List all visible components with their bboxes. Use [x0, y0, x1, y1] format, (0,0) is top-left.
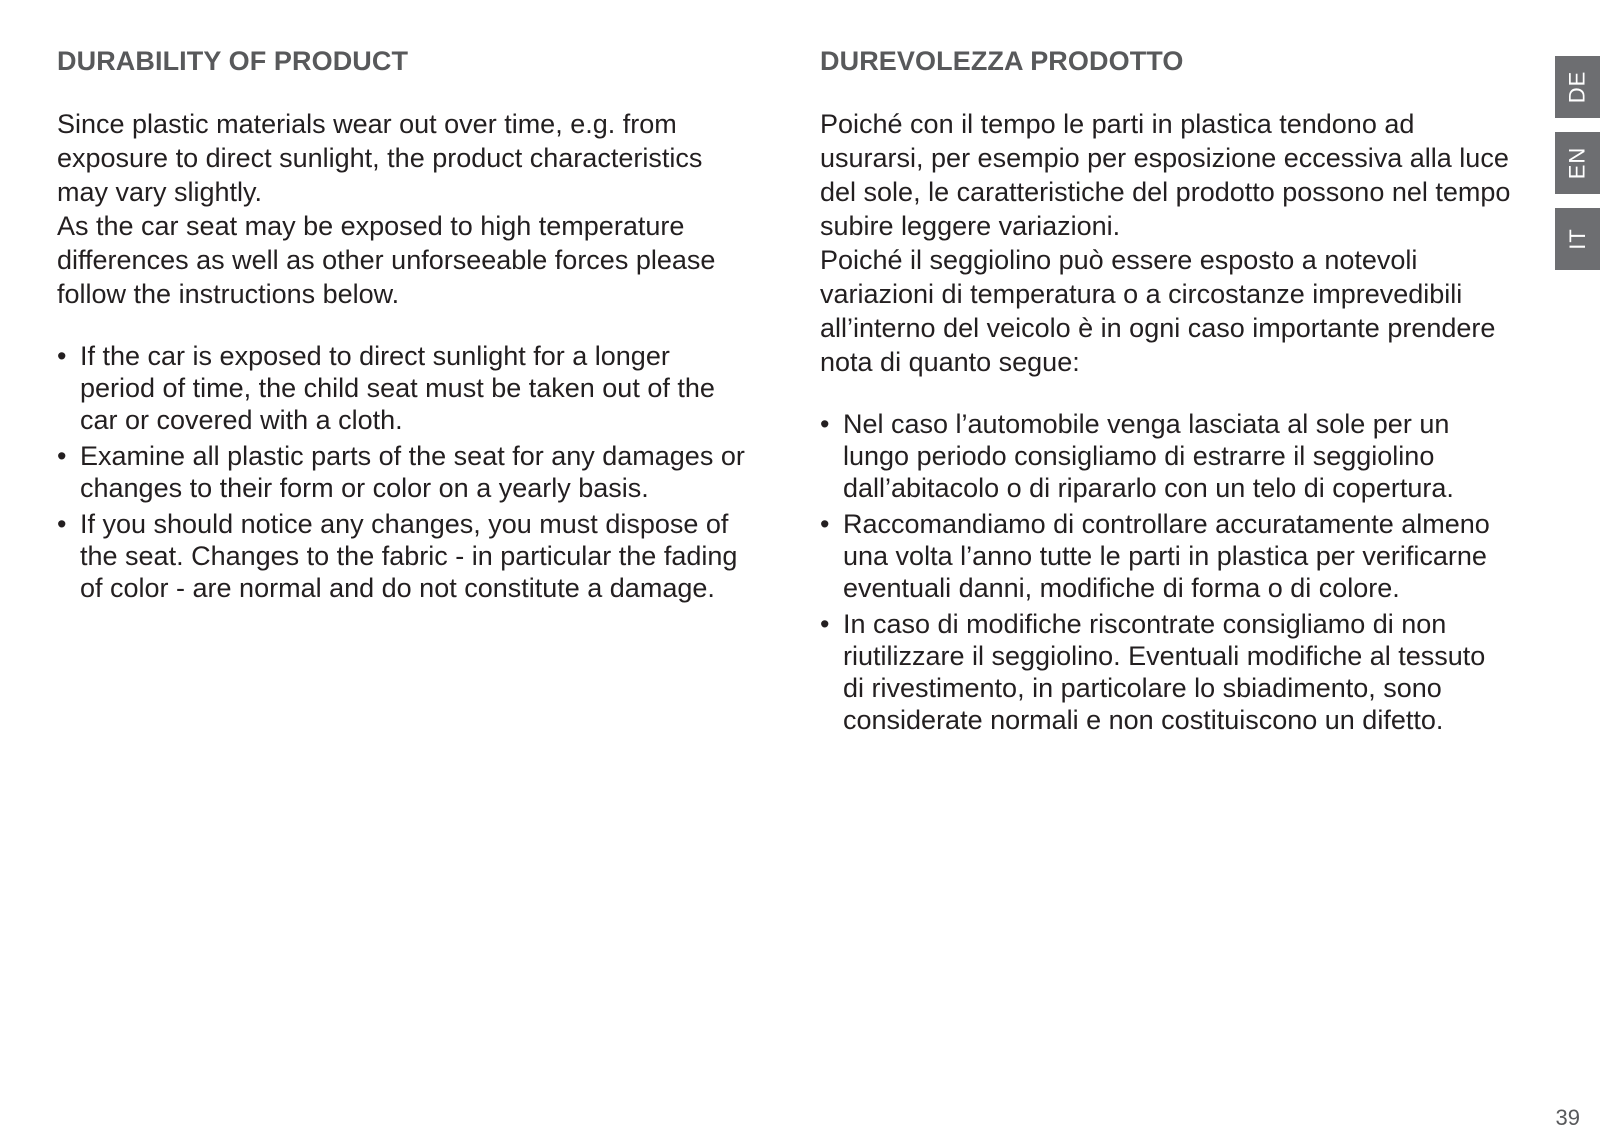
- bullet-line: Raccomandiamo di controllare accuratamente almeno: [843, 509, 1490, 539]
- bullet-line: una volta l’anno tutte le parti in plastica per verificarne: [843, 541, 1487, 571]
- italian-bullet-item: [820, 608, 1550, 736]
- language-tab-de: [1555, 56, 1600, 118]
- english-column: [57, 44, 787, 608]
- english-bullet-item: [57, 508, 787, 604]
- language-tab-it: [1555, 208, 1600, 270]
- bullet-line: of color - are normal and do not constitute a damage.: [80, 573, 715, 603]
- bullet-line: lungo periodo consigliamo di estrarre il seggiolino: [843, 441, 1435, 471]
- italian-intro-line: del sole, le caratteristiche del prodotto possono nel tempo: [820, 177, 1511, 207]
- english-bullet-item: [57, 340, 787, 436]
- language-tab-label: DE: [1564, 70, 1590, 104]
- bullet-line: If the car is exposed to direct sunlight for a longer: [80, 341, 670, 371]
- bullet-marker: •: [57, 441, 67, 471]
- bullet-line: eventuali danni, modifiche di forma o di colore.: [843, 573, 1400, 603]
- language-tab-label: IT: [1564, 228, 1590, 250]
- bullet-line: car or covered with a cloth.: [80, 405, 403, 435]
- bullet-line: dall’abitacolo o di ripararlo con un telo di copertura.: [843, 473, 1454, 503]
- bullet-marker: •: [820, 509, 830, 539]
- italian-intro-line: variazioni di temperatura o a circostanze imprevedibili: [820, 279, 1463, 309]
- language-tab-label: EN: [1564, 146, 1590, 180]
- bullet-line: the seat. Changes to the fabric - in particular the fading: [80, 541, 738, 571]
- bullet-line: period of time, the child seat must be taken out of the: [80, 373, 715, 403]
- english-intro-line: As the car seat may be exposed to high temperature: [57, 211, 685, 241]
- bullet-line: In caso di modifiche riscontrate consigliamo di non: [843, 609, 1447, 639]
- italian-bullet-list: [820, 408, 1550, 736]
- bullet-line: If you should notice any changes, you must dispose of: [80, 509, 729, 539]
- bullet-marker: •: [57, 509, 67, 539]
- italian-intro-line: all’interno del veicolo è in ogni caso importante prendere: [820, 313, 1496, 343]
- bullet-line: Nel caso l’automobile venga lasciata al sole per un: [843, 409, 1450, 439]
- english-intro-line: differences as well as other unforseeable forces please: [57, 245, 716, 275]
- italian-bullet-item: [820, 508, 1550, 604]
- english-bullet-list: [57, 340, 787, 604]
- english-intro-line: may vary slightly.: [57, 177, 263, 207]
- italian-intro-line: Poiché il seggiolino può essere esposto a notevoli: [820, 245, 1418, 275]
- page-number: 39: [1555, 1105, 1580, 1130]
- english-intro-line: Since plastic materials wear out over time, e.g. from: [57, 109, 677, 139]
- bullet-line: di rivestimento, in particolare lo sbiadimento, sono: [843, 673, 1442, 703]
- italian-heading: DUREVOLEZZA PRODOTTO: [820, 46, 1184, 76]
- language-tab-en: [1555, 132, 1600, 194]
- italian-intro-line: Poiché con il tempo le parti in plastica tendono ad: [820, 109, 1415, 139]
- bullet-marker: •: [57, 341, 67, 371]
- italian-intro-line: nota di quanto segue:: [820, 347, 1080, 377]
- english-bullet-item: [57, 440, 787, 504]
- italian-bullet-item: [820, 408, 1550, 504]
- bullet-line: Examine all plastic parts of the seat for any damages or: [80, 441, 745, 471]
- bullet-marker: •: [820, 409, 830, 439]
- bullet-line: changes to their form or color on a yearly basis.: [80, 473, 649, 503]
- italian-column: [820, 44, 1550, 740]
- italian-intro: [820, 107, 1550, 379]
- italian-intro-line: subire leggere variazioni.: [820, 211, 1121, 241]
- english-heading: DURABILITY OF PRODUCT: [57, 46, 409, 76]
- english-intro: [57, 107, 787, 311]
- english-intro-line: follow the instructions below.: [57, 279, 400, 309]
- bullet-line: considerate normali e non costituiscono un difetto.: [843, 705, 1444, 735]
- english-intro-line: exposure to direct sunlight, the product characteristics: [57, 143, 703, 173]
- italian-intro-line: usurarsi, per esempio per esposizione eccessiva alla luce: [820, 143, 1509, 173]
- bullet-marker: •: [820, 609, 830, 639]
- bullet-line: riutilizzare il seggiolino. Eventuali modifiche al tessuto: [843, 641, 1486, 671]
